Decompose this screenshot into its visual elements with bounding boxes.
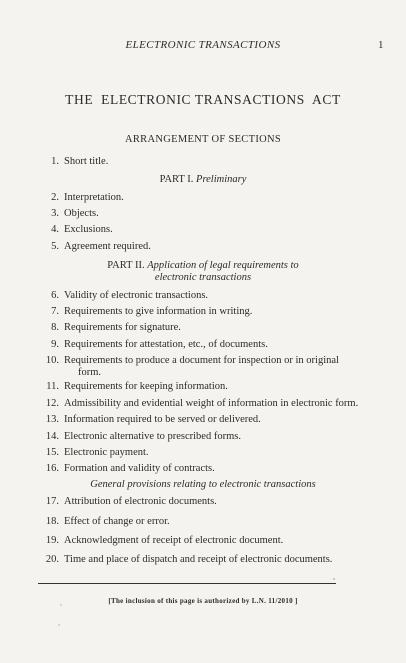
running-header: ELECTRONIC TRANSACTIONS: [125, 39, 281, 51]
section-title: Electronic payment.: [64, 447, 149, 458]
section-title: Effect of change or error.: [64, 516, 170, 527]
section-number: 7.: [51, 306, 59, 317]
section-number: 11.: [46, 381, 59, 392]
part-title-line1: Application of legal requirements to: [147, 260, 299, 271]
section-title: Formation and validity of contracts.: [64, 463, 215, 474]
section-title-continued: form.: [78, 367, 102, 378]
section-title: Interpretation.: [64, 192, 124, 203]
section-title: Requirements for keeping information.: [64, 381, 228, 392]
part-title-line2: electronic transactions: [154, 272, 252, 283]
section-number: 9.: [51, 339, 59, 350]
section-number: 1.: [51, 156, 59, 167]
part-title: Preliminary: [196, 174, 247, 185]
page-number: 1: [378, 39, 384, 51]
subheading: General provisions relating to electronic transactions: [90, 479, 316, 490]
section-title: Requirements for attestation, etc., of documents.: [64, 339, 268, 350]
section-number: 14.: [45, 431, 59, 442]
footer-rule: [38, 583, 336, 584]
section-number: 12.: [45, 398, 59, 409]
section-number: 16.: [45, 463, 59, 474]
section-number: 5.: [51, 241, 59, 252]
section-title: Attribution of electronic documents.: [64, 496, 217, 507]
section-number: 15.: [45, 447, 59, 458]
section-number: 19.: [45, 535, 59, 546]
part-label: PART II.: [107, 260, 145, 271]
part-heading-1: [0, 174, 406, 185]
section-title: Electronic alternative to prescribed forms.: [64, 431, 241, 442]
section-number: 8.: [51, 322, 59, 333]
section-number: 20.: [45, 554, 59, 565]
section-number: 10.: [45, 355, 59, 366]
arrangement-heading: ARRANGEMENT OF SECTIONS: [124, 134, 282, 145]
section-title: Exclusions.: [64, 224, 113, 235]
section-title: Requirements for signature.: [64, 322, 181, 333]
section-number: 17.: [45, 496, 59, 507]
section-title: Agreement required.: [64, 241, 151, 252]
section-title: Short title.: [64, 156, 109, 167]
part-heading-2: [0, 260, 406, 271]
section-title: Acknowledgment of receipt of electronic document.: [64, 535, 284, 546]
section-number: 18.: [45, 516, 59, 527]
section-title: Requirements to produce a document for inspection or in original: [64, 355, 339, 366]
part-label: PART I.: [159, 174, 194, 185]
scan-speck: [58, 624, 60, 626]
footer-note: [The inclusion of this page is authorized by L.N. 11/2010 ]: [108, 597, 298, 605]
scan-speck: [333, 578, 335, 580]
part-heading-2-line2: [0, 272, 406, 283]
section-title: Validity of electronic transactions.: [64, 290, 209, 301]
section-title: Requirements to give information in writing.: [64, 306, 253, 317]
section-title: Objects.: [64, 208, 99, 219]
section-title: Admissibility and evidential weight of information in electronic form.: [64, 398, 359, 409]
act-title: THE ELECTRONIC TRANSACTIONS ACT: [65, 92, 341, 107]
section-number: 13.: [45, 414, 59, 425]
scan-speck: [60, 604, 62, 606]
section-number: 4.: [51, 224, 59, 235]
section-number: 6.: [51, 290, 59, 301]
section-title: Time and place of dispatch and receipt of electronic documents.: [64, 554, 333, 565]
section-number: 3.: [51, 208, 59, 219]
section-number: 2.: [51, 192, 59, 203]
section-title: Information required to be served or delivered.: [64, 414, 261, 425]
